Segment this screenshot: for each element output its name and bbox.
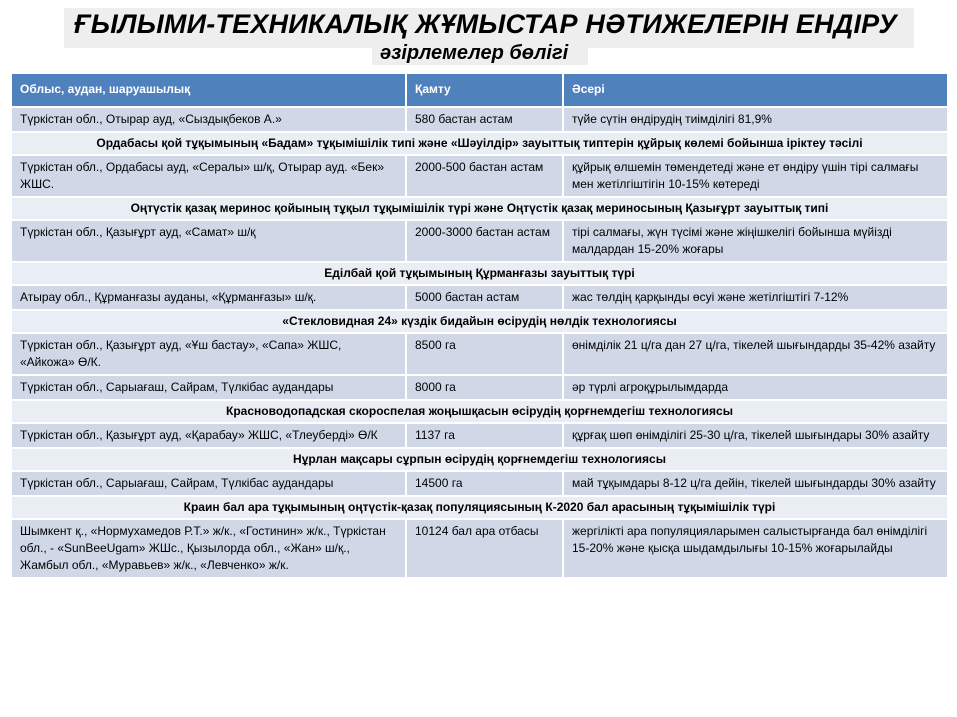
- section-row: [11, 496, 948, 519]
- header-region: Облыс, аудан, шаруашылық: [11, 73, 406, 107]
- section-row: [11, 448, 948, 471]
- page-title: ҒЫЛЫМИ-ТЕХНИКАЛЫҚ ЖҰМЫСТАР НӘТИЖЕЛЕРІН ЕНДІРУ: [74, 9, 897, 39]
- coverage-cell: 14500 га: [406, 471, 563, 496]
- effect-cell: әр түрлі агроқұрылымдарда: [563, 375, 948, 400]
- effect-cell: түйе сүтін өндірудің тиімділігі 81,9%: [563, 107, 948, 132]
- coverage-cell: 8500 га: [406, 333, 563, 375]
- table-row: [11, 471, 948, 496]
- region-cell: Атырау обл., Құрманғазы ауданы, «Құрманғазы» ш/қ.: [11, 285, 406, 310]
- header-coverage: Қамту: [406, 73, 563, 107]
- section-title: Красноводопадская скороспелая жоңышқасын өсірудің қорғнемдегіш технологиясы: [11, 400, 948, 423]
- coverage-cell: 8000 га: [406, 375, 563, 400]
- effect-cell: құрғақ шөп өнімділігі 25-30 ц/га, тікелей шығындары 30% азайту: [563, 423, 948, 448]
- effect-cell: жергілікті ара популяцияларымен салыстырғанда бал өнімділігі 15-20% және қысқа шыдамдылығы 10-15% жоғарылайды: [563, 519, 948, 578]
- section-row: [11, 197, 948, 220]
- results-table: [10, 72, 949, 579]
- table-body: [11, 107, 948, 578]
- section-row: [11, 400, 948, 423]
- region-cell: Түркістан обл., Отырар ауд, «Сыздықбеков А.»: [11, 107, 406, 132]
- table-row: [11, 107, 948, 132]
- effect-cell: өнімділік 21 ц/га дан 27 ц/га, тікелей шығындарды 35-42% азайту: [563, 333, 948, 375]
- section-row: [11, 310, 948, 333]
- section-title: «Стекловидная 24» күздік бидайын өсірудің нөлдік технологиясы: [11, 310, 948, 333]
- table-row: [11, 285, 948, 310]
- effect-cell: жас төлдің қарқынды өсуі және жетілгіштігі 7-12%: [563, 285, 948, 310]
- section-title: Нұрлан мақсары сұрпын өсірудің қорғнемдегіш технологиясы: [11, 448, 948, 471]
- coverage-cell: 10124 бал ара отбасы: [406, 519, 563, 578]
- region-cell: Түркістан обл., Сарыағаш, Сайрам, Түлкібас аудандары: [11, 375, 406, 400]
- table-row: [11, 220, 948, 262]
- section-row: [11, 132, 948, 155]
- header-effect: Әсері: [563, 73, 948, 107]
- coverage-cell: 580 бастан астам: [406, 107, 563, 132]
- table-row: [11, 423, 948, 448]
- page-subtitle: әзірлемелер бөлігі: [380, 42, 569, 64]
- coverage-cell: 1137 га: [406, 423, 563, 448]
- region-cell: Түркістан обл., Қазығұрт ауд, «Ұш бастау», «Сапа» ЖШС, «Айкожа» Ө/К.: [11, 333, 406, 375]
- table-row: [11, 519, 948, 578]
- effect-cell: құйрық өлшемін төмендетеді және ет өндіру үшін тірі салмағы мен жетілгіштігін 10-15% көтереді: [563, 155, 948, 197]
- region-cell: Түркістан обл., Ордабасы ауд, «Сералы» ш/қ, Отырар ауд. «Бек» ЖШС.: [11, 155, 406, 197]
- table-row: [11, 333, 948, 375]
- effect-cell: май тұқымдары 8-12 ц/га дейін, тікелей шығындарды 30% азайту: [563, 471, 948, 496]
- section-title: Ордабасы қой тұқымының «Бадам» тұқымішілік типі және «Шәуілдір» зауыттық типтерін құйрық көлемі бойынша іріктеу тәсілі: [11, 132, 948, 155]
- section-title: Краин бал ара тұқымының оңтүстік-қазақ популяциясының К-2020 бал арасының тұқымішілік түрі: [11, 496, 948, 519]
- region-cell: Шымкент қ., «Нормухамедов Р.Т.» ж/к., «Гостинин» ж/к., Түркістан обл., - «SunBeeUgam» ЖШс., Қызылорда обл., «Жан» ш/қ., Жамбыл обл., «Муравьев» ж/к., «Левченко» ж/к.: [11, 519, 406, 578]
- region-cell: Түркістан обл., Қазығұрт ауд, «Самат» ш/қ: [11, 220, 406, 262]
- section-title: Оңтүстік қазақ меринос қойының тұқыл тұқымішілік түрі және Оңтүстік қазақ мериносының Қазығұрт зауыттық типі: [11, 197, 948, 220]
- table-row: [11, 375, 948, 400]
- coverage-cell: 2000-500 бастан астам: [406, 155, 563, 197]
- table-header-row: [11, 73, 948, 107]
- effect-cell: тірі салмағы, жүн түсімі және жіңішкелігі бойынша мүйізді малдардан 15-20% жоғары: [563, 220, 948, 262]
- section-title: Еділбай қой тұқымының Құрманғазы зауыттық түрі: [11, 262, 948, 285]
- table-row: [11, 155, 948, 197]
- region-cell: Түркістан обл., Қазығұрт ауд, «Қарабау» ЖШС, «Тлеуберді» Ө/К: [11, 423, 406, 448]
- coverage-cell: 5000 бастан астам: [406, 285, 563, 310]
- coverage-cell: 2000-3000 бастан астам: [406, 220, 563, 262]
- section-row: [11, 262, 948, 285]
- region-cell: Түркістан обл., Сарыағаш, Сайрам, Түлкібас аудандары: [11, 471, 406, 496]
